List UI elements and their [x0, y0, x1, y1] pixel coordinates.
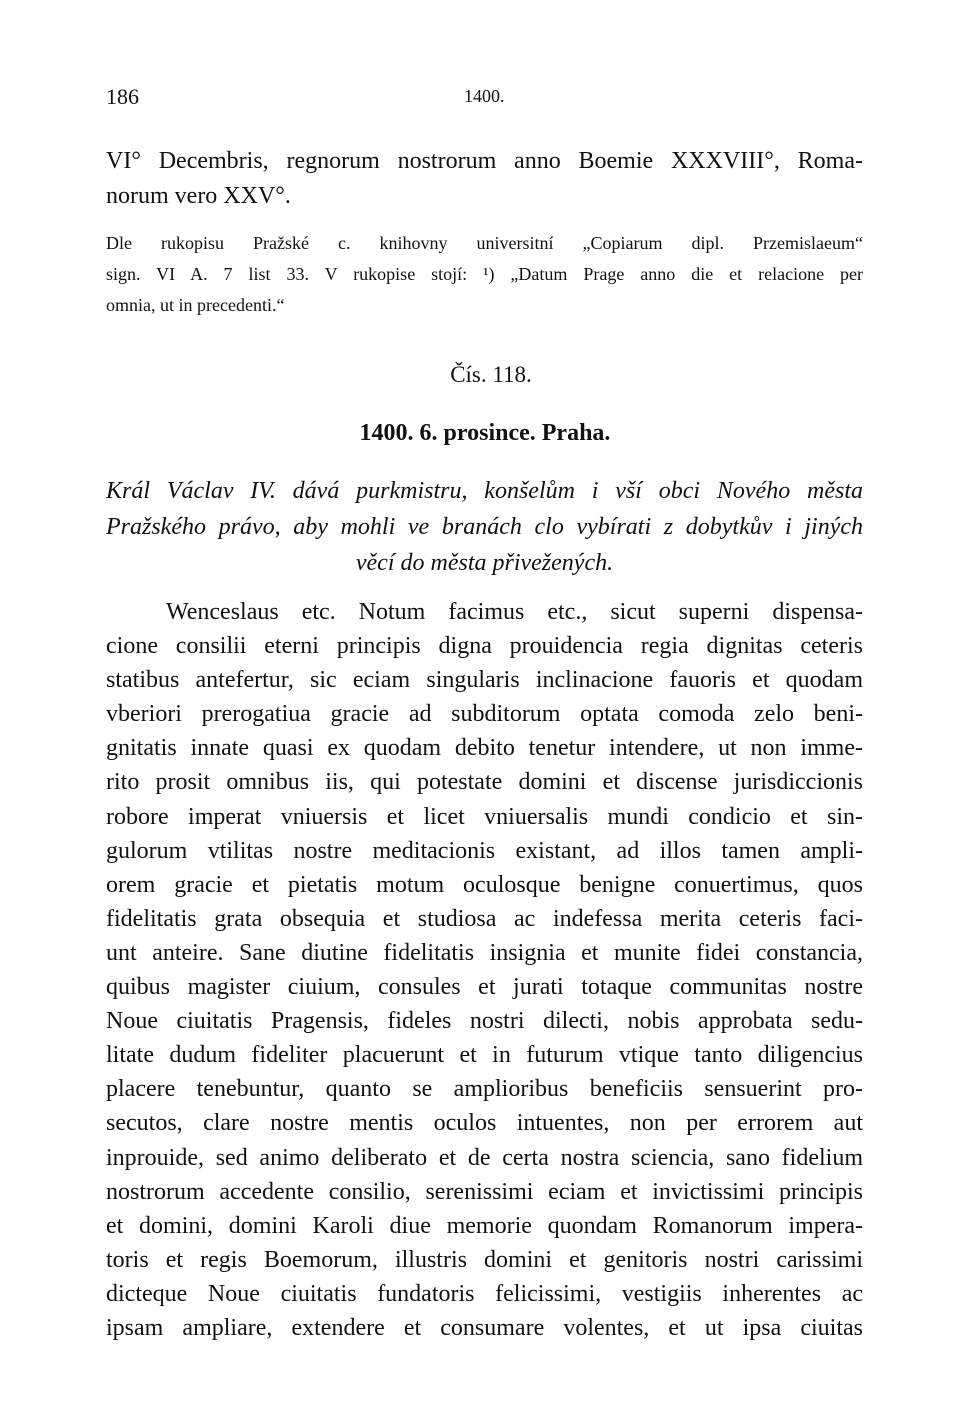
regest-line: Král Václav IV. dává purkmistru, konšelům i vší obci Nového města	[106, 478, 863, 504]
document-body-text	[106, 595, 863, 1345]
running-head	[106, 84, 866, 114]
note-line: Dle rukopisu Pražské c. knihovny universitní „Copiarum dipl. Przemislaeum“	[106, 233, 863, 253]
note-line: sign. VI A. 7 list 33. V rukopise stojí: ¹) „Datum Prage anno die et relacione per	[106, 264, 863, 284]
regest	[106, 473, 863, 581]
body-line: quibus magister ciuium, consules et jurati totaque communitas nostre	[106, 974, 863, 1001]
note-line: omnia, ut in precedenti.“	[106, 295, 285, 315]
source-note	[106, 228, 863, 321]
body-line: orem gracie et pietatis motum oculosque benigne conuertimus, quos	[106, 871, 863, 898]
body-line: robore imperat vniuersis et licet vniuersalis mundi condicio et sin-	[106, 803, 863, 830]
body-line: ipsam ampliare, extendere et consumare volentes, et ut ipsa ciuitas	[106, 1314, 863, 1341]
body-line: toris et regis Boemorum, illustris domini et genitoris nostri carissimi	[106, 1246, 863, 1273]
regest-line: věcí do města přivežených.	[355, 550, 614, 576]
body-line: cione consilii eterni principis digna prouidencia regia dignitas ceteris	[106, 633, 863, 660]
body-line: secutos, clare nostre mentis oculos intuentes, non per errorem aut	[106, 1110, 863, 1137]
body-line: litate dudum fideliter placuerunt et in futurum vtique tanto diligencius	[106, 1042, 863, 1069]
body-line: nostrorum accedente consilio, serenissimi eciam et invictissimi principis	[106, 1178, 863, 1205]
document-number: Čís. 118.	[450, 362, 532, 387]
regest-line: Pražského právo, aby mohli ve branách clo vybírati z dobytkův i jiných	[106, 514, 863, 540]
body-line: gulorum vtilitas nostre meditacionis existant, ad illos tamen ampli-	[106, 837, 863, 864]
body-line: statibus antefertur, sic eciam singularis inclinacione fauoris et quodam	[106, 667, 863, 694]
body-line: placere tenebuntur, quanto se amplioribus beneficiis sensuerint pro-	[106, 1076, 863, 1103]
text-line: norum vero XXV°.	[106, 183, 291, 209]
page-number: 186	[106, 84, 139, 109]
body-line: vberiori prerogatiua gracie ad subditorum optata comoda zelo beni-	[106, 701, 863, 728]
body-line: Wenceslaus etc. Notum facimus etc., sicut superni dispensa-	[166, 599, 863, 625]
running-head-year: 1400.	[464, 86, 505, 106]
body-line: rito prosit omnibus iis, qui potestate domini et discense jurisdiccionis	[106, 769, 863, 796]
previous-document-text	[106, 144, 863, 214]
body-line: dicteque Noue ciuitatis fundatoris felicissimi, vestigiis inherentes ac	[106, 1280, 863, 1307]
body-line: unt anteire. Sane diutine fidelitatis insignia et munite fidei constancia,	[106, 939, 863, 966]
body-line: Noue ciuitatis Pragensis, fideles nostri dilecti, nobis approbata sedu-	[106, 1008, 863, 1035]
document-dateline: 1400. 6. prosince. Praha.	[359, 420, 611, 446]
body-line: fidelitatis grata obsequia et studiosa ac indefessa merita ceteris faci-	[106, 905, 863, 932]
body-line: gnitatis innate quasi ex quodam debito tenetur intendere, ut non imme-	[106, 735, 863, 762]
body-line: et domini, domini Karoli diue memorie quondam Romanorum impera-	[106, 1212, 863, 1239]
body-line: inprouide, sed animo deliberato et de certa nostra sciencia, sano fidelium	[106, 1144, 863, 1171]
text-line: VI° Decembris, regnorum nostrorum anno Boemie XXXVIII°, Roma-	[106, 148, 863, 174]
